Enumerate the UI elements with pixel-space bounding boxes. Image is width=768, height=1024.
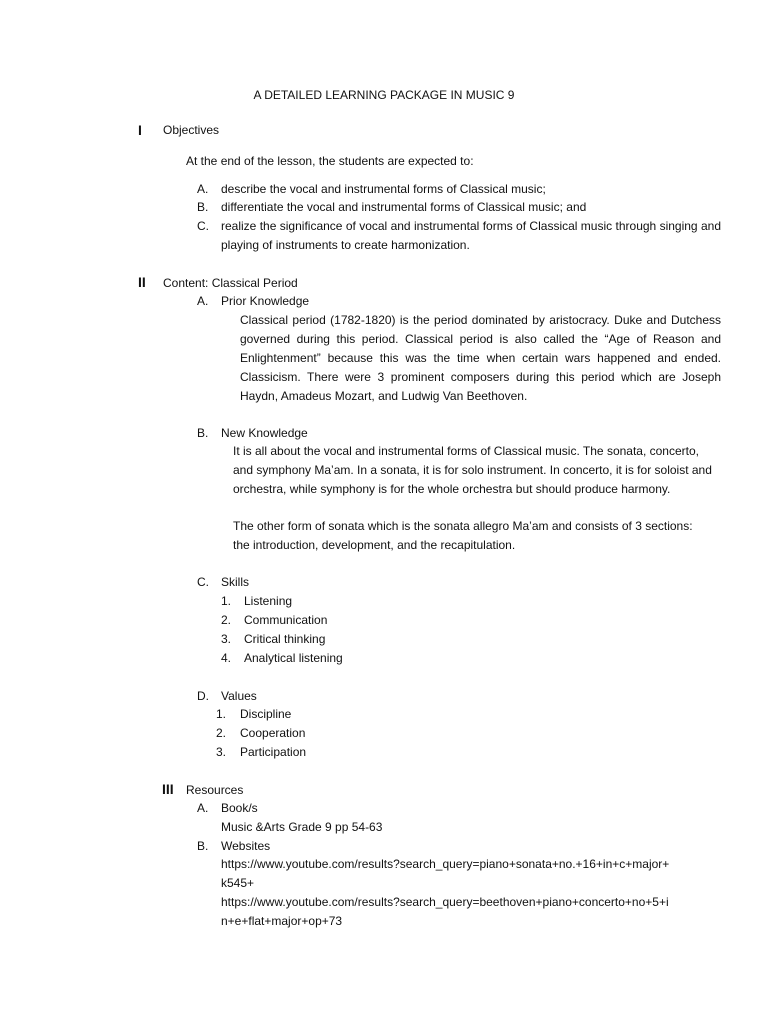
skill-marker: 3. — [221, 632, 232, 646]
value-marker: 1. — [216, 707, 227, 721]
section-numeral-content: II — [138, 274, 146, 290]
prior-knowledge-text: Classical period (1782-1820) is the period dominated by aristocracy. Duke and Dutchess governed during this period. Classical period is also called the “Age of Reason and Enlightenment” because this was the time when certain wars happened and ended. Classicism. There were 3 prominent composers during this period which are Joseph Haydn, Amadeus Mozart, and Ludwig Van Beethoven. — [240, 313, 721, 403]
objective-item: realize the significance of vocal and instrumental forms of Classical music through singing and playing of instruments to create harmonization. — [221, 219, 721, 252]
skill-item: Communication — [244, 613, 328, 627]
objective-marker: B. — [197, 200, 209, 214]
skills-marker: C. — [197, 575, 209, 589]
website-link-2-continued[interactable]: n+e+flat+major+op+73 — [221, 914, 343, 928]
new-knowledge-text: It is all about the vocal and instrumental forms of Classical music. The sonata, concerto, and symphony Ma’am. In a sonata, it is for solo instrument. In concerto, it is for soloist and orchestra, while symphony is for the whole orchestra but should produce harmony. — [233, 444, 712, 496]
skill-marker: 4. — [221, 651, 232, 665]
value-item: Participation — [240, 745, 307, 759]
content-heading: Content: Classical Period — [163, 276, 298, 290]
website-link-2[interactable]: https://www.youtube.com/results?search_query=beethoven+piano+concerto+no+5+i — [221, 895, 669, 909]
skill-item: Critical thinking — [244, 632, 326, 646]
new-knowledge-marker: B. — [197, 426, 209, 440]
websites-heading: Websites — [221, 839, 271, 853]
objective-item: describe the vocal and instrumental forms of Classical music; — [221, 182, 546, 196]
skills-heading: Skills — [221, 575, 250, 589]
skill-marker: 1. — [221, 594, 232, 608]
new-knowledge-text-2: The other form of sonata which is the sonata allegro Ma’am and consists of 3 sections: the introduction, development, and the recapitulation. — [233, 519, 693, 552]
value-marker: 2. — [216, 726, 227, 740]
objectives-intro: At the end of the lesson, the students are expected to: — [186, 154, 474, 168]
section-numeral-resources: III — [162, 781, 174, 797]
skill-marker: 2. — [221, 613, 232, 627]
values-heading: Values — [221, 689, 257, 703]
objective-item: differentiate the vocal and instrumental forms of Classical music; and — [221, 200, 587, 214]
new-knowledge-heading: New Knowledge — [221, 426, 308, 440]
website-link-1[interactable]: https://www.youtube.com/results?search_query=piano+sonata+no.+16+in+c+major+ — [221, 857, 670, 871]
resources-heading: Resources — [186, 783, 244, 797]
value-marker: 3. — [216, 745, 227, 759]
value-item: Discipline — [240, 707, 292, 721]
skill-item: Listening — [244, 594, 293, 608]
section-numeral-objectives: I — [138, 122, 142, 138]
website-link-1-continued[interactable]: k545+ — [221, 876, 255, 890]
books-marker: A. — [197, 801, 209, 815]
prior-knowledge-heading: Prior Knowledge — [221, 294, 310, 308]
skill-item: Analytical listening — [244, 651, 343, 665]
objective-marker: C. — [197, 219, 209, 233]
book-reference: Music &Arts Grade 9 pp 54-63 — [221, 820, 383, 834]
objectives-heading: Objectives — [163, 123, 220, 137]
document-title: A DETAILED LEARNING PACKAGE IN MUSIC 9 — [253, 88, 515, 102]
value-item: Cooperation — [240, 726, 306, 740]
objective-marker: A. — [197, 182, 209, 196]
prior-knowledge-marker: A. — [197, 294, 209, 308]
websites-marker: B. — [197, 839, 209, 853]
values-marker: D. — [197, 689, 209, 703]
books-heading: Book/s — [221, 801, 258, 815]
